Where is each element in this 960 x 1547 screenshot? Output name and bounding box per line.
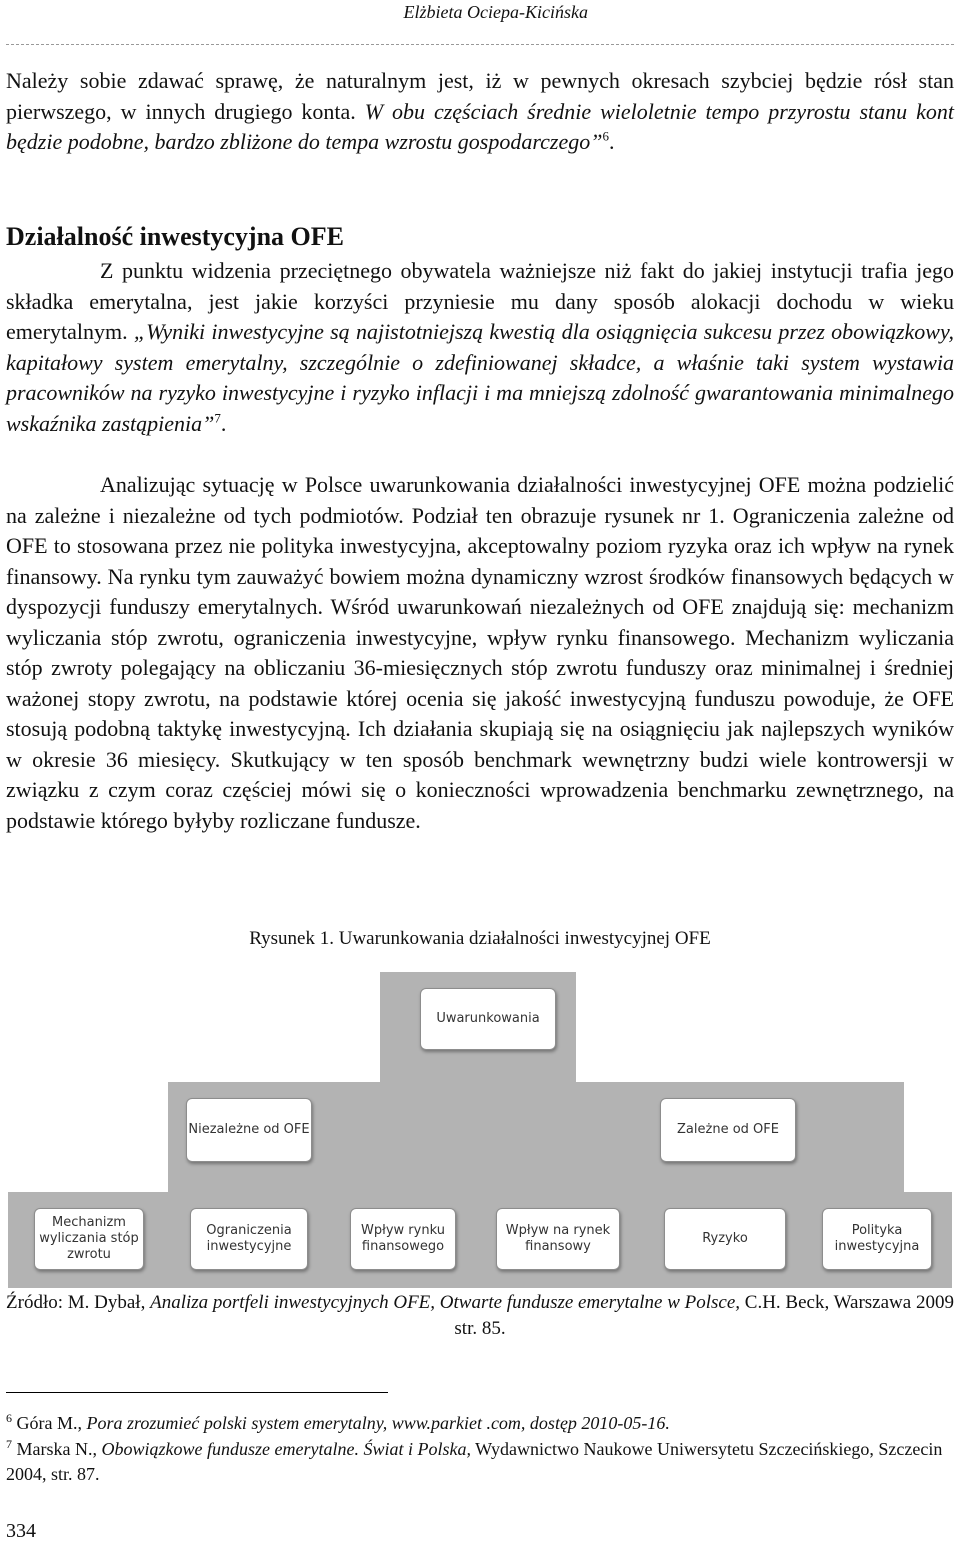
footnote-ref-6: 6 [602, 128, 609, 144]
section-heading: Działalność inwestycyjna OFE [6, 222, 344, 251]
node-root: Uwarunkowania [420, 988, 556, 1050]
footnote-6-author: Góra M., [16, 1413, 87, 1433]
source-prefix: Źródło: M. Dybał, [6, 1292, 151, 1313]
running-header-author: Elżbieta Ociepa-Kicińska [403, 2, 588, 22]
page-number: 334 [6, 1520, 36, 1542]
footnote-6-title: Pora zrozumieć polski system emerytalny, www.parkiet .com, dostęp 2010-05-16. [86, 1413, 670, 1433]
leaf-mechanism: Mechanizm wyliczania stóp zwrotu [34, 1208, 144, 1270]
leaf-influence-on-market: Wpływ na rynek finansowy [496, 1208, 620, 1270]
node-independent: Niezależne od OFE [186, 1098, 312, 1162]
footnote-7-title: Obowiązkowe fundusze emerytalne. Świat i Polska, [101, 1439, 471, 1459]
paragraph-1 [6, 256, 954, 439]
source-title: Analiza portfeli inwestycyjnych OFE, Otwarte fundusze emerytalne w Polsce, [150, 1292, 741, 1313]
figure-caption: Rysunek 1. Uwarunkowania działalności inwestycyjnej OFE [249, 928, 711, 949]
paragraph-1-text: Z punktu widzenia przeciętnego obywatela ważniejsze niż fakt do jakiej instytucji trafia jego składka emerytalna, jest jakie korzyści przyniesie mu dany sposób alokacji dochodu w wieku emerytalnym. [6, 258, 954, 344]
footnote-ref-7: 7 [214, 410, 221, 426]
leaf-investment-limits: Ograniczenia inwestycyjne [190, 1208, 308, 1270]
leaf-investment-policy: Polityka inwestycyjna [822, 1208, 932, 1270]
paragraph-1-quote: „Wyniki inwestycyjne są najistotniejszą kwestią dla osiągnięcia sukcesu przez obowiązkowy, kapitałowy system emerytalny, szczególnie o zdefiniowanej składce, a właśnie taki system wystawia pracowników na ryzyko inwestycyjne i ryzyko inflacji i ma mniejszą zdolność gwarantowania minimalnego wskaźnika zastąpienia” [6, 319, 954, 436]
leaf-band [8, 1192, 952, 1288]
intro-text: Należy sobie zdawać sprawę, że naturalnym jest, iż w pewnych okresach szybciej będzie rósł stan pierwszego, w innych drugiego konta. [6, 68, 954, 124]
intro-quote: W obu częściach średnie wieloletnie tempo przyrostu stanu kont będzie podobne, bardzo zbliżone do tempa wzrostu gospodarczego” [6, 98, 954, 154]
paragraph-1-end: . [220, 410, 227, 436]
source-rest: C.H. Beck, Warszawa 2009 str. 85. [454, 1292, 954, 1339]
paragraph-2: Analizując sytuację w Polsce uwarunkowania działalności inwestycyjnej OFE można podzielić na zależne i niezależne od tych podmiotów. Podział ten obrazuje rysunek nr 1. Ograniczenia zależne od OFE to stosowana przez nie polityka inwestycyjna, akceptowalny poziom ryzyka oraz ich wpływ na rynek finansowy. Na rynku tym zauważyć bowiem można dynamiczny wzrost środków finansowych będących w dyspozycji funduszy emerytalnych. Wśród uwarunkowań niezależnych od OFE znajdują się: mechanizm wyliczania stóp zwrotu, ograniczenia inwestycyjne, wpływ rynku finansowego. Mechanizm wyliczania stóp zwroty polegający na obliczaniu 36-miesięcznych stóp zwrotu funduszy oraz minimalnej i średniej ważonej stopy zwrotu, na podstawie której ocenia się jakość inwestycyjną funduszu powoduje, że OFE stosują podobną taktykę inwestycyjną. Ich działania skupiają się na osiągnięciu jak najlepszych wyników w okresie 36 miesięcy. Skutkujący w ten sposób benchmark wewnętrzny budzi wiele kontrowersji w związku z czym coraz częściej mówi się o konieczności wprowadzenia benchmarku zewnętrznego, na podstawie którego byłyby rozliczane fundusze. [6, 472, 954, 833]
footnote-7-author: Marska N., [16, 1439, 102, 1459]
header-rule [6, 44, 954, 45]
footnote-7-rest: Wydawnictwo Naukowe Uniwersytetu Szczecińskiego, Szczecin 2004, str. 87. [6, 1439, 943, 1484]
leaf-market-influence: Wpływ rynku finansowego [350, 1208, 456, 1270]
footnote-7 [6, 1432, 954, 1487]
figure-source [6, 1290, 954, 1342]
leaf-risk: Ryzyko [664, 1208, 786, 1270]
footnote-rule [6, 1392, 388, 1393]
intro-end: . [608, 129, 615, 154]
node-dependent: Zależne od OFE [660, 1098, 796, 1162]
intro-paragraph [6, 66, 954, 158]
footnote-7-number: 7 [6, 1437, 12, 1451]
footnote-6-number: 6 [6, 1411, 12, 1425]
